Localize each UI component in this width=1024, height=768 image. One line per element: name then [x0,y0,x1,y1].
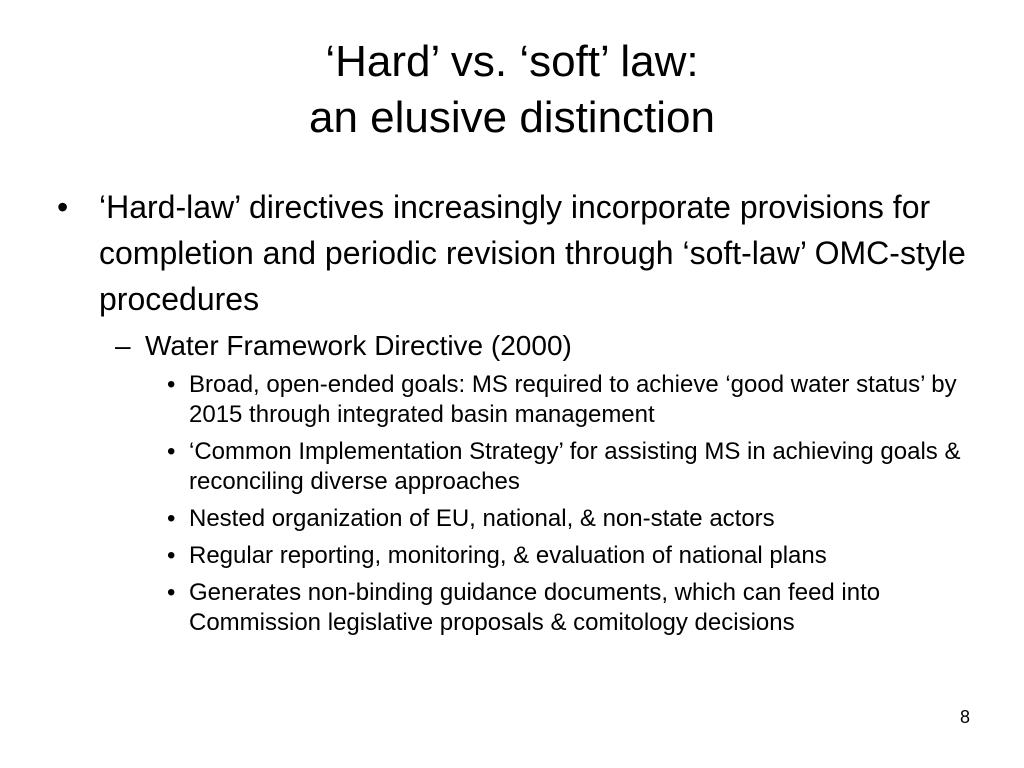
sub-sub-bullet-marker: • [167,579,176,606]
bullet-item [57,184,977,322]
sub-sub-bullet-marker: • [167,438,176,465]
sub-sub-bullet-item [167,437,977,497]
sub-bullet-text: Water Framework Directive (2000) [145,330,572,361]
slide-title [0,34,1024,146]
sub-sub-bullet-list [167,370,977,638]
bullet-text: ‘Hard-law’ directives increasingly incorporate provisions for completion and periodic revision through ‘soft-law’ OMC-style procedures [99,189,966,317]
slide-title-line-1: ‘Hard’ vs. ‘soft’ law: [325,37,699,86]
sub-sub-bullet-marker: • [167,505,176,532]
slide-body [57,184,977,645]
sub-sub-bullet-item [167,370,977,430]
sub-sub-bullet-text: Regular reporting, monitoring, & evaluation of national plans [189,542,827,569]
sub-sub-bullet-text: Generates non-binding guidance documents, which can feed into Commission legislative proposals & comitology decisions [189,579,881,636]
sub-sub-bullet-marker: • [167,371,176,398]
sub-sub-bullet-marker: • [167,542,176,569]
sub-sub-bullet-text: Nested organization of EU, national, & non-state actors [189,505,775,532]
sub-sub-bullet-item [167,504,977,534]
sub-sub-bullet-item [167,578,977,638]
sub-sub-bullet-text: ‘Common Implementation Strategy’ for assisting MS in achieving goals & reconciling diverse approaches [189,438,961,495]
slide-title-line-2: an elusive distinction [308,93,715,142]
sub-bullet-item [115,326,977,366]
page-number: 8 [959,707,970,727]
sub-sub-bullet-text: Broad, open-ended goals: MS required to achieve ‘good water status’ by 2015 through integrated basin management [189,371,957,428]
sub-bullet-marker: – [115,330,131,361]
bullet-marker: • [57,189,69,225]
sub-sub-bullet-item [167,541,977,571]
